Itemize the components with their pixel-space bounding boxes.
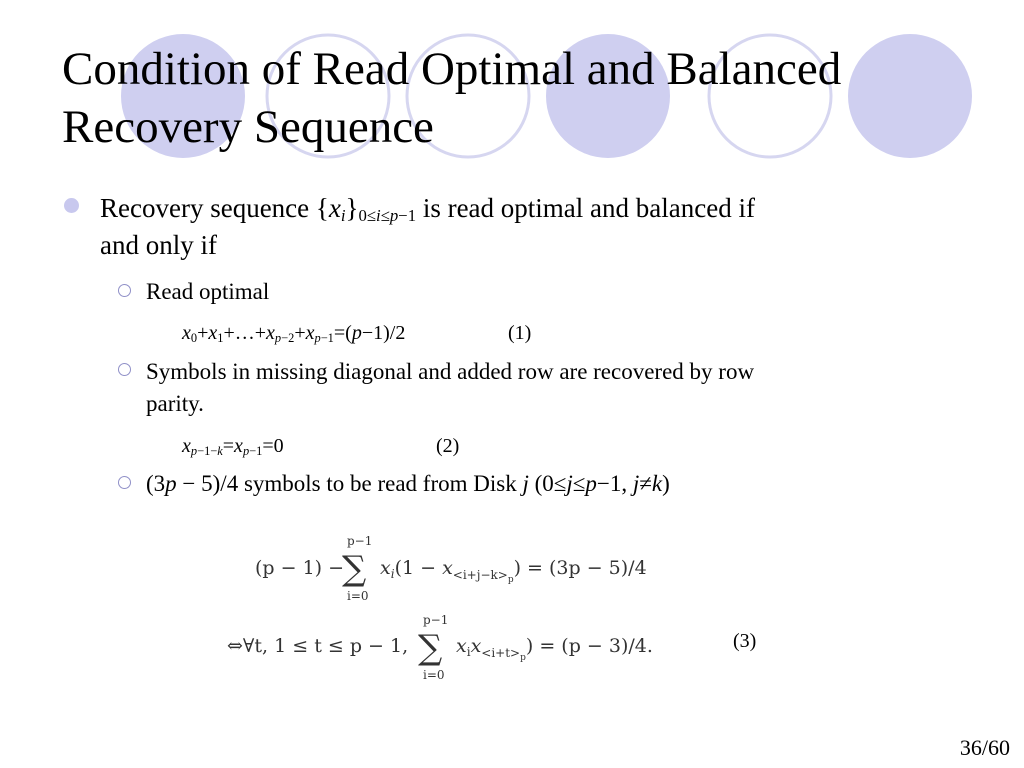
recovery-sequence-notation: $\{x_i\}_{0\le i\le p-1}$ [315, 193, 417, 226]
equation-2: $x_{p-1-k}=x_{p-1}=0$ [182, 435, 284, 459]
slide-title [62, 40, 962, 156]
title-line-1: Condition of Read Optimal and Balanced [62, 43, 842, 95]
sub-bullet-row-parity [146, 356, 946, 420]
main-bullet-text-c: and only if [100, 230, 217, 260]
svg-text:xi(1 − x<i+j−k>p) = (3p − 5)/4: $x_i(1 - x_{<i+j-k>}p) = (3p - 5)/4$ [380, 557, 647, 585]
equation-2-number: (2) [436, 435, 460, 457]
svg-text:∑: ∑ [418, 628, 443, 668]
svg-text:⇔∀t, 1 ≤ t ≤ p − 1,: ⇔∀t, 1 ≤ t ≤ p − 1, [227, 635, 409, 657]
main-bullet-text-a: Recovery sequence [100, 193, 316, 223]
svg-text:p−1: p−1 [423, 613, 449, 627]
svg-text:i=0: i=0 [347, 589, 369, 603]
sub-bullet-icon-1 [118, 284, 131, 297]
page-number: 36/60 [959, 735, 1010, 760]
svg-text:p−1: p−1 [347, 534, 373, 548]
equation-1-number: (1) [508, 322, 532, 344]
title-line-2: Recovery Sequence [62, 101, 434, 153]
sub-bullet-row-parity-line-2: parity. [146, 391, 204, 416]
sub-bullet-row-parity-line-1: Symbols in missing diagonal and added row are recovered by row [146, 359, 755, 384]
sub-bullet-icon-2 [118, 363, 131, 376]
main-bullet-icon [64, 198, 79, 213]
equation-1: $x_0+x_1+\dots+x_{p-2}+x_{p-1}=(p-1)/2$ [182, 322, 406, 346]
svg-text:xix<i+t>p) = (p − 3)/4.: $x_ix_{<i+t>}p) = (p - 3)/4$. [456, 635, 653, 663]
sub-bullet-disk-reads: (3p − 5)/4 symbols to be read from Disk j (0≤j≤p−1, j≠k) [146, 471, 670, 496]
equation-3-line-2 [227, 613, 653, 682]
svg-text:(p − 1) −: (p − 1) − [255, 557, 345, 579]
svg-text:i=0: i=0 [423, 668, 445, 682]
svg-text:∑: ∑ [342, 549, 367, 589]
sub-bullet-icon-3 [118, 476, 131, 489]
equation-3-number: (3) [733, 630, 757, 652]
sub-bullet-read-optimal: Read optimal [146, 279, 270, 304]
equation-3-line-1 [255, 534, 647, 603]
equation-3 [225, 528, 785, 688]
main-bullet-text-b: is read optimal and balanced if [416, 193, 755, 223]
main-bullet-text [100, 190, 980, 264]
